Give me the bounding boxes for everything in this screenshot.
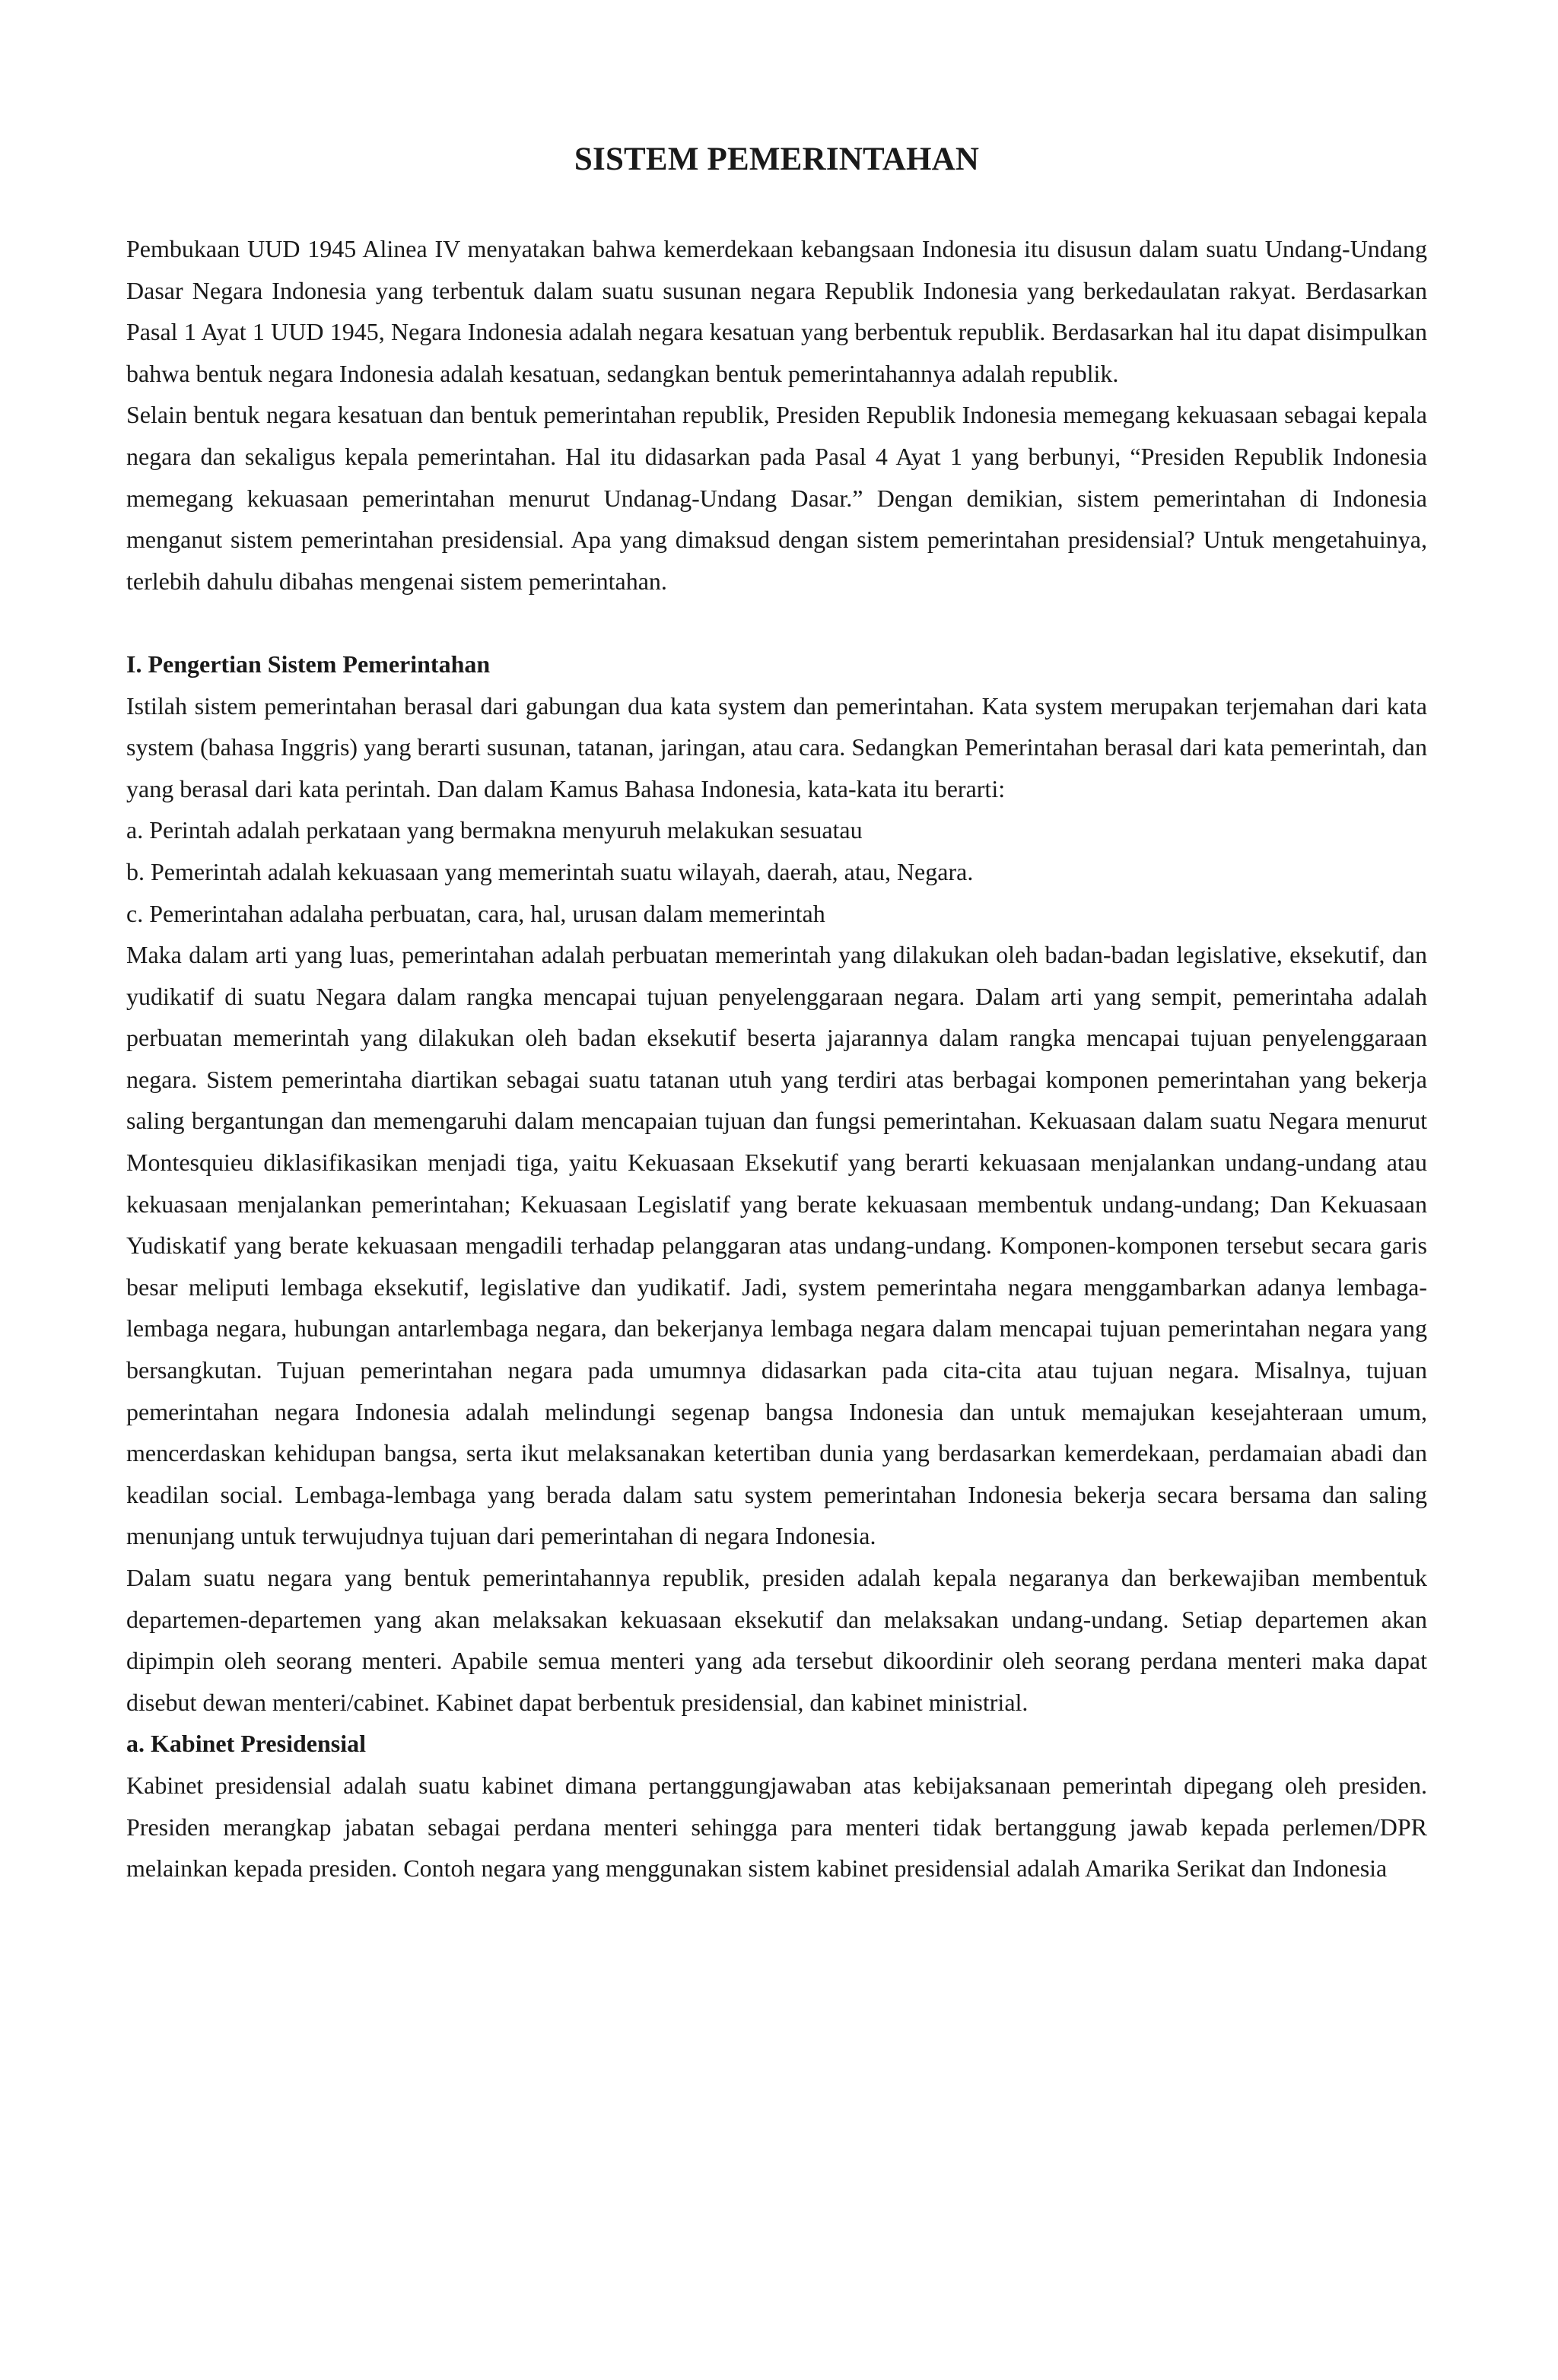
subsection-a-paragraph: Kabinet presidensial adalah suatu kabinet dimana pertanggungjawaban atas kebijaksanaan pemerintah dipegang oleh presiden. Presiden merangkap jabatan sebagai perdana menteri sehingga para menteri tidak bertanggung jawab kepada perlemen/DPR melainkan kepada presiden. Contoh negara yang menggunakan sistem kabinet presidensial adalah Amarika Serikat dan Indonesia bbox=[126, 1771, 1427, 1883]
section-spacer bbox=[126, 602, 1427, 643]
section1-paragraph-3: Dalam suatu negara yang bentuk pemerintahannya republik, presiden adalah kepala negaranya dan berkewajiban membentuk departemen-departemen yang akan melaksakan kekuasaan eksekutif dan melaksakan undang-undang. Setiap departemen akan dipimpin oleh seorang menteri. Apabile semua menteri yang ada tersebut dikoordinir oleh seorang perdana menteri maka dapat disebut dewan menteri/cabinet. Kabinet dapat berbentuk presidensial, dan kabinet ministrial. bbox=[126, 1564, 1427, 1716]
subsection-heading-kabinet-presidensial: a. Kabinet Presidensial bbox=[126, 1730, 366, 1758]
section-heading-pengertian: I. Pengertian Sistem Pemerintahan bbox=[126, 650, 491, 678]
definition-list-item-b: b. Pemerintah adalah kekuasaan yang memerintah suatu wilayah, daerah, atau, Negara. bbox=[126, 857, 974, 885]
intro-paragraph-1: Pembukaan UUD 1945 Alinea IV menyatakan bahwa kemerdekaan kebangsaan Indonesia itu disusun dalam suatu Undang-Undang Dasar Negara Indonesia yang terbentuk dalam suatu susunan negara Republik Indonesia yang berkedaulatan rakyat. Berdasarkan Pasal 1 Ayat 1 UUD 1945, Negara Indonesia adalah negara kesatuan yang berbentuk republik. Berdasarkan hal itu dapat disimpulkan bahwa bentuk negara Indonesia adalah kesatuan, sedangkan bentuk pemerintahannya adalah republik. bbox=[126, 235, 1427, 387]
document-page bbox=[126, 137, 1427, 1889]
section1-paragraph-2: Maka dalam arti yang luas, pemerintahan adalah perbuatan memerintah yang dilakukan oleh badan-badan legislative, eksekutif, dan yudikatif di suatu Negara dalam rangka mencapai tujuan penyelenggaraan negara. Dalam arti yang sempit, pemerintaha adalah perbuatan memerintah yang dilakukan oleh badan eksekutif beserta jajarannya dalam rangka mencapai tujuan penyelenggaraan negara. Sistem pemerintaha diartikan sebagai suatu tatanan utuh yang terdiri atas berbagai komponen pemerintahan yang bekerja saling bergantungan dan memengaruhi dalam mencapaian tujuan dan fungsi pemerintahan. Kekuasaan dalam suatu Negara menurut Montesquieu diklasifikasikan menjadi tiga, yaitu Kekuasaan Eksekutif yang berarti kekuasaan menjalankan undang-undang atau kekuasaan menjalankan pemerintahan; Kekuasaan Legislatif yang berate kekuasaan membentuk undang-undang; Dan Kekuasaan Yudiskatif yang berate kekuasaan mengadili terhadap pelanggaran atas undang-undang. Komponen-komponen tersebut secara garis besar meliputi lembaga eksekutif, legislative dan yudikatif. Jadi, system pemerintaha negara menggambarkan adanya lembaga-lembaga negara, hubungan antarlembaga negara, dan bekerjanya lembaga negara dalam mencapai tujuan pemerintahan negara yang bersangkutan. Tujuan pemerintahan negara pada umumnya didasarkan pada cita-cita atau tujuan negara. Misalnya, tujuan pemerintahan negara Indonesia adalah melindungi segenap bangsa Indonesia dan untuk memajukan kesejahteraan umum, mencerdaskan kehidupan bangsa, serta ikut melaksanakan ketertiban dunia yang berdasarkan kemerdekaan, perdamaian abadi dan keadilan social. Lembaga-lembaga yang berada dalam satu system pemerintahan Indonesia bekerja secara bersama dan saling menunjang untuk terwujudnya tujuan dari pemerintahan di negara Indonesia. bbox=[126, 941, 1427, 1550]
section1-paragraph-1: Istilah sistem pemerintahan berasal dari gabungan dua kata system dan pemerintahan. Kata system merupakan terjemahan dari kata system (bahasa Inggris) yang berarti susunan, tatanan, jaringan, atau cara. Sedangkan Pemerintahan berasal dari kata pemerintah, dan yang berasal dari kata perintah. Dan dalam Kamus Bahasa Indonesia, kata-kata itu berarti: bbox=[126, 691, 1427, 802]
definition-list-item-c: c. Pemerintahan adalaha perbuatan, cara, hal, urusan dalam memerintah bbox=[126, 899, 825, 927]
intro-paragraph-2: Selain bentuk negara kesatuan dan bentuk pemerintahan republik, Presiden Republik Indonesia memegang kekuasaan sebagai kepala negara dan sekaligus kepala pemerintahan. Hal itu didasarkan pada Pasal 4 Ayat 1 yang berbunyi, “Presiden Republik Indonesia memegang kekuasaan pemerintahan menurut Undanag-Undang Dasar.” Dengan demikian, sistem pemerintahan di Indonesia menganut sistem pemerintahan presidensial. Apa yang dimaksud dengan sistem pemerintahan presidensial? Untuk mengetahuinya, terlebih dahulu dibahas mengenai sistem pemerintahan. bbox=[126, 401, 1427, 595]
definition-list-item-a: a. Perintah adalah perkataan yang bermakna menyuruh melakukan sesuatau bbox=[126, 816, 863, 844]
document-title: SISTEM PEMERINTAHAN bbox=[574, 141, 980, 177]
